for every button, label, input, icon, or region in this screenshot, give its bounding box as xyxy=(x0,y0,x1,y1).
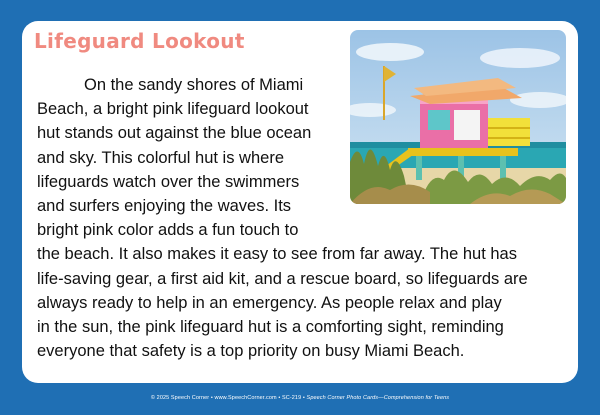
paragraph-line: the beach. It also makes it easy to see from far away. The hut has xyxy=(37,245,517,264)
paragraph-line: in the sun, the pink lifeguard hut is a comforting sight, reminding xyxy=(37,318,504,337)
paragraph-line: and surfers enjoying the waves. Its xyxy=(37,197,292,216)
card-title: Lifeguard Lookout xyxy=(34,29,245,53)
paragraph-line: Beach, a bright pink lifeguard lookout xyxy=(37,100,309,119)
paragraph-line: hut stands out against the blue ocean xyxy=(37,124,312,143)
paragraph-line: everyone that safety is a top priority on busy Miami Beach. xyxy=(37,342,465,361)
paragraph-line: life-saving gear, a first aid kit, and a rescue board, so lifeguards are xyxy=(37,269,528,288)
footer-series-title: Speech Corner Photo Cards—Comprehension for Teens xyxy=(306,395,450,401)
footer-text: © 2025 Speech Corner • www.SpeechCorner.com • SC-219 • xyxy=(150,395,305,401)
footer-copyright xyxy=(0,395,600,401)
paragraph-line: always ready to help in an emergency. As people relax and play xyxy=(37,293,502,312)
paragraph-line: and sky. This colorful hut is where xyxy=(37,148,285,167)
paragraph-line: bright pink color adds a fun touch to xyxy=(37,221,299,240)
photo-card xyxy=(22,21,578,383)
paragraph-line: lifeguards watch over the swimmers xyxy=(37,172,300,191)
paragraph-line: On the sandy shores of Miami xyxy=(84,76,304,94)
story-paragraph xyxy=(37,73,567,363)
